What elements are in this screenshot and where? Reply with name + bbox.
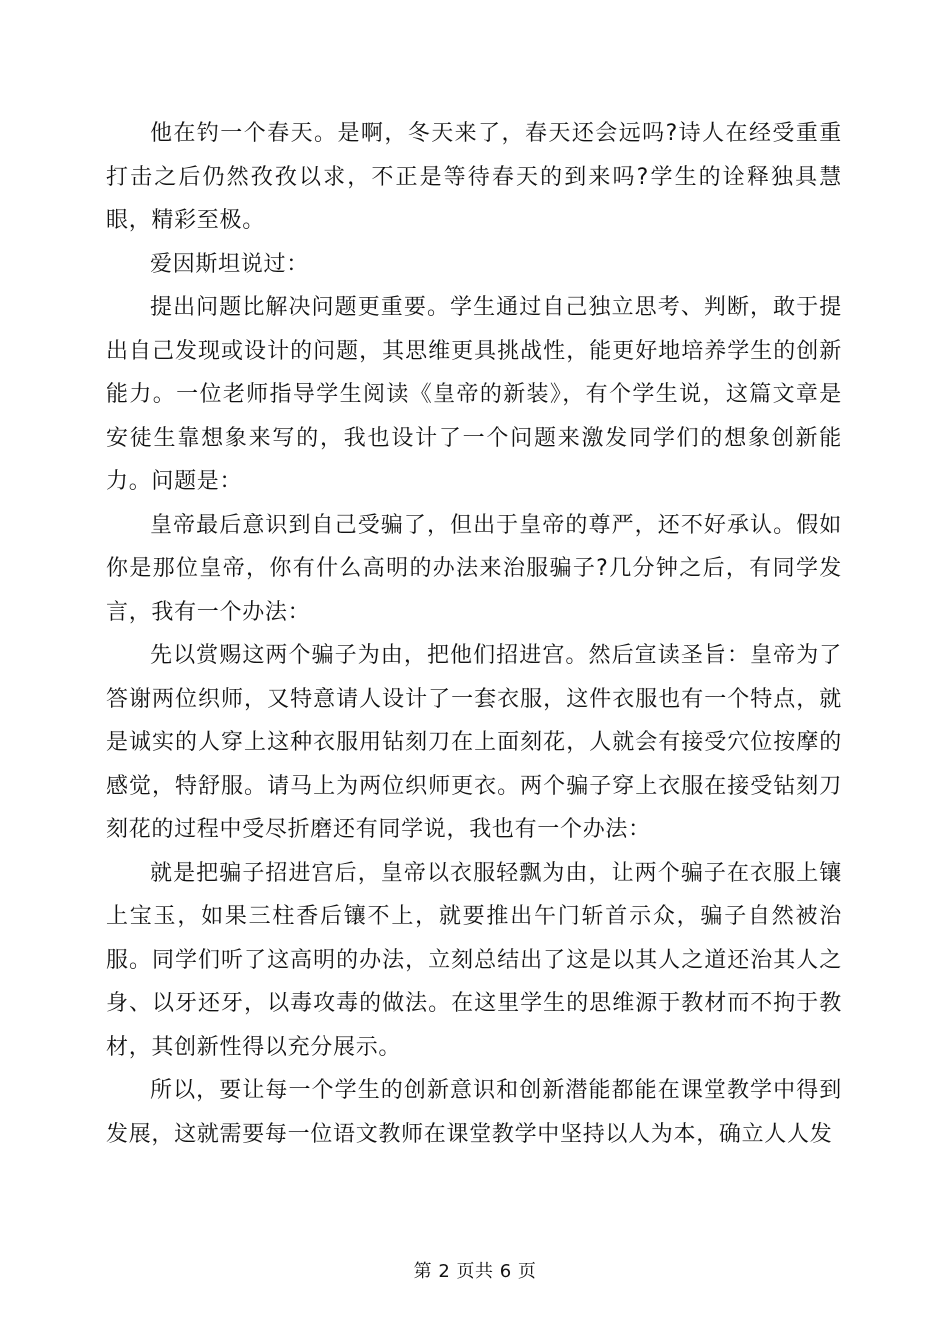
document-body bbox=[106, 112, 842, 1156]
paragraph: 就是把骗子招进宫后，皇帝以衣服轻飘为由，让两个骗子在衣服上镶上宝玉，如果三柱香后镶不上，就要推出午门斩首示众，骗子自然被治服。同学们听了这高明的办法，立刻总结出了这是以其人之道还治其人之身、以牙还牙，以毒攻毒的做法。在这里学生的思维源于教材而不拘于教材，其创新性得以充分展示。 bbox=[106, 860, 842, 1060]
paragraph: 提出问题比解决问题更重要。学生通过自己独立思考、判断，敢于提出自己发现或设计的问题，其思维更具挑战性，能更好地培养学生的创新能力。一位老师指导学生阅读《皇帝的新装》，有个学生说，这篇文章是安徒生靠想象来写的，我也设计了一个问题来激发同学们的想象创新能力。问题是： bbox=[106, 295, 842, 494]
paragraph: 先以赏赐这两个骗子为由，把他们招进宫。然后宣读圣旨：皇帝为了答谢两位织师，又特意请人设计了一套衣服，这件衣服也有一个特点，就是诚实的人穿上这种衣服用钻刻刀在上面刻花，人就会有接受穴位按摩的感觉，特舒服。请马上为两位织师更衣。两个骗子穿上衣服在接受钻刻刀刻花的过程中受尽折磨还有同学说，我也有一个办法： bbox=[106, 643, 842, 842]
page-number-label: 第 2 页共 6 页 bbox=[413, 1261, 537, 1282]
page-footer bbox=[0, 1260, 950, 1284]
paragraph: 爱因斯坦说过： bbox=[150, 251, 309, 277]
paragraph: 他在钓一个春天。是啊，冬天来了，春天还会远吗?诗人在经受重重打击之后仍然孜孜以求，不正是等待春天的到来吗?学生的诠释独具慧眼，精彩至极。 bbox=[106, 121, 842, 233]
paragraph: 所以，要让每一个学生的创新意识和创新潜能都能在课堂教学中得到发展，这就需要每一位语文教师在课堂教学中坚持以人为本，确立人人发 bbox=[106, 1078, 842, 1147]
paragraph: 皇帝最后意识到自己受骗了，但出于皇帝的尊严，还不好承认。假如你是那位皇帝，你有什么高明的办法来治服骗子?几分钟之后，有同学发言，我有一个办法： bbox=[106, 512, 842, 625]
